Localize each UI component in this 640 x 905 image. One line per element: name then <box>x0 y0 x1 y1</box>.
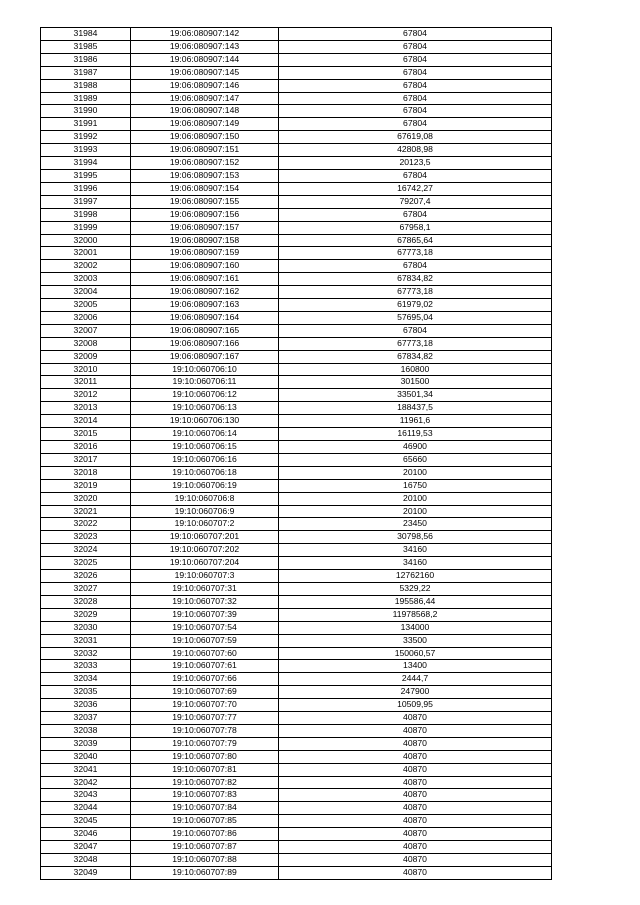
table-row <box>41 311 552 324</box>
value-cell: 67804 <box>279 169 552 182</box>
value-cell: 30798,56 <box>279 531 552 544</box>
value-cell: 34160 <box>279 557 552 570</box>
table-row <box>41 66 552 79</box>
row-number-cell: 32002 <box>41 260 131 273</box>
table-row <box>41 595 552 608</box>
table-row <box>41 273 552 286</box>
row-number-cell: 32014 <box>41 415 131 428</box>
cadastral-number-cell: 19:10:060707:60 <box>131 647 279 660</box>
table-row <box>41 376 552 389</box>
cadastral-number-cell: 19:06:080907:142 <box>131 28 279 41</box>
cadastral-number-cell: 19:10:060706:18 <box>131 466 279 479</box>
value-cell: 247900 <box>279 686 552 699</box>
cadastral-number-cell: 19:10:060707:81 <box>131 763 279 776</box>
value-cell: 150060,57 <box>279 647 552 660</box>
cadastral-number-cell: 19:06:080907:152 <box>131 157 279 170</box>
table-row <box>41 144 552 157</box>
row-number-cell: 32039 <box>41 737 131 750</box>
row-number-cell: 32046 <box>41 828 131 841</box>
table-row <box>41 28 552 41</box>
row-number-cell: 31998 <box>41 208 131 221</box>
cadastral-number-cell: 19:06:080907:154 <box>131 182 279 195</box>
row-number-cell: 32016 <box>41 441 131 454</box>
table-row <box>41 673 552 686</box>
cadastral-number-cell: 19:06:080907:165 <box>131 324 279 337</box>
value-cell: 40870 <box>279 854 552 867</box>
data-table <box>40 27 552 880</box>
row-number-cell: 32038 <box>41 724 131 737</box>
cadastral-number-cell: 19:06:080907:161 <box>131 273 279 286</box>
row-number-cell: 32021 <box>41 505 131 518</box>
row-number-cell: 32043 <box>41 789 131 802</box>
cadastral-number-cell: 19:06:080907:164 <box>131 311 279 324</box>
table-row <box>41 402 552 415</box>
value-cell: 67804 <box>279 79 552 92</box>
row-number-cell: 32049 <box>41 866 131 879</box>
table-row <box>41 118 552 131</box>
table-row <box>41 260 552 273</box>
row-number-cell: 32033 <box>41 660 131 673</box>
value-cell: 46900 <box>279 441 552 454</box>
row-number-cell: 31985 <box>41 40 131 53</box>
value-cell: 2444,7 <box>279 673 552 686</box>
value-cell: 40870 <box>279 802 552 815</box>
table-row <box>41 608 552 621</box>
cadastral-number-cell: 19:10:060706:12 <box>131 389 279 402</box>
table-row <box>41 299 552 312</box>
row-number-cell: 31990 <box>41 105 131 118</box>
cadastral-number-cell: 19:10:060707:83 <box>131 789 279 802</box>
row-number-cell: 32001 <box>41 247 131 260</box>
cadastral-number-cell: 19:06:080907:151 <box>131 144 279 157</box>
row-number-cell: 32004 <box>41 286 131 299</box>
row-number-cell: 31999 <box>41 221 131 234</box>
row-number-cell: 31995 <box>41 169 131 182</box>
value-cell: 67958,1 <box>279 221 552 234</box>
value-cell: 11978568,2 <box>279 608 552 621</box>
table-row <box>41 802 552 815</box>
row-number-cell: 32026 <box>41 570 131 583</box>
row-number-cell: 32022 <box>41 518 131 531</box>
value-cell: 42808,98 <box>279 144 552 157</box>
value-cell: 40870 <box>279 828 552 841</box>
row-number-cell: 32009 <box>41 350 131 363</box>
document-page <box>40 27 551 880</box>
row-number-cell: 32028 <box>41 595 131 608</box>
cadastral-number-cell: 19:06:080907:147 <box>131 92 279 105</box>
value-cell: 11961,6 <box>279 415 552 428</box>
table-row <box>41 712 552 725</box>
table-row <box>41 492 552 505</box>
cadastral-number-cell: 19:10:060707:3 <box>131 570 279 583</box>
row-number-cell: 31996 <box>41 182 131 195</box>
row-number-cell: 32048 <box>41 854 131 867</box>
table-row <box>41 105 552 118</box>
table-row <box>41 544 552 557</box>
table-row <box>41 557 552 570</box>
value-cell: 33501,34 <box>279 389 552 402</box>
table-row <box>41 789 552 802</box>
row-number-cell: 32042 <box>41 776 131 789</box>
row-number-cell: 32044 <box>41 802 131 815</box>
value-cell: 20100 <box>279 492 552 505</box>
table-row <box>41 221 552 234</box>
table-row <box>41 776 552 789</box>
row-number-cell: 32000 <box>41 234 131 247</box>
value-cell: 40870 <box>279 763 552 776</box>
cadastral-number-cell: 19:10:060707:61 <box>131 660 279 673</box>
value-cell: 67773,18 <box>279 286 552 299</box>
table-row <box>41 686 552 699</box>
value-cell: 16119,53 <box>279 428 552 441</box>
cadastral-number-cell: 19:06:080907:159 <box>131 247 279 260</box>
row-number-cell: 31988 <box>41 79 131 92</box>
row-number-cell: 32037 <box>41 712 131 725</box>
row-number-cell: 31986 <box>41 53 131 66</box>
row-number-cell: 32019 <box>41 479 131 492</box>
value-cell: 67804 <box>279 53 552 66</box>
table-row <box>41 724 552 737</box>
cadastral-number-cell: 19:10:060707:86 <box>131 828 279 841</box>
table-row <box>41 92 552 105</box>
table-row <box>41 208 552 221</box>
cadastral-number-cell: 19:06:080907:143 <box>131 40 279 53</box>
cadastral-number-cell: 19:06:080907:149 <box>131 118 279 131</box>
value-cell: 67804 <box>279 105 552 118</box>
table-row <box>41 131 552 144</box>
row-number-cell: 32045 <box>41 815 131 828</box>
row-number-cell: 32020 <box>41 492 131 505</box>
row-number-cell: 32036 <box>41 699 131 712</box>
row-number-cell: 32008 <box>41 337 131 350</box>
row-number-cell: 31991 <box>41 118 131 131</box>
cadastral-number-cell: 19:10:060706:13 <box>131 402 279 415</box>
table-row <box>41 234 552 247</box>
value-cell: 57695,04 <box>279 311 552 324</box>
table-row <box>41 621 552 634</box>
table-row <box>41 763 552 776</box>
table-row <box>41 866 552 879</box>
cadastral-number-cell: 19:10:060707:32 <box>131 595 279 608</box>
value-cell: 40870 <box>279 866 552 879</box>
cadastral-number-cell: 19:06:080907:163 <box>131 299 279 312</box>
value-cell: 67804 <box>279 92 552 105</box>
value-cell: 16742,27 <box>279 182 552 195</box>
cadastral-number-cell: 19:10:060706:16 <box>131 453 279 466</box>
table-row <box>41 79 552 92</box>
cadastral-number-cell: 19:10:060706:19 <box>131 479 279 492</box>
row-number-cell: 32035 <box>41 686 131 699</box>
row-number-cell: 32018 <box>41 466 131 479</box>
cadastral-number-cell: 19:10:060706:11 <box>131 376 279 389</box>
row-number-cell: 31993 <box>41 144 131 157</box>
value-cell: 65660 <box>279 453 552 466</box>
table-row <box>41 350 552 363</box>
value-cell: 40870 <box>279 737 552 750</box>
cadastral-number-cell: 19:06:080907:160 <box>131 260 279 273</box>
cadastral-number-cell: 19:06:080907:156 <box>131 208 279 221</box>
table-row <box>41 531 552 544</box>
cadastral-number-cell: 19:10:060707:70 <box>131 699 279 712</box>
value-cell: 67865,64 <box>279 234 552 247</box>
table-row <box>41 582 552 595</box>
cadastral-number-cell: 19:10:060707:66 <box>131 673 279 686</box>
table-row <box>41 815 552 828</box>
value-cell: 40870 <box>279 789 552 802</box>
value-cell: 67834,82 <box>279 273 552 286</box>
value-cell: 40870 <box>279 776 552 789</box>
value-cell: 67804 <box>279 260 552 273</box>
cadastral-number-cell: 19:06:080907:150 <box>131 131 279 144</box>
cadastral-number-cell: 19:10:060707:87 <box>131 841 279 854</box>
row-number-cell: 32017 <box>41 453 131 466</box>
cadastral-number-cell: 19:10:060707:31 <box>131 582 279 595</box>
table-row <box>41 389 552 402</box>
cadastral-number-cell: 19:10:060707:79 <box>131 737 279 750</box>
value-cell: 20100 <box>279 505 552 518</box>
row-number-cell: 31989 <box>41 92 131 105</box>
value-cell: 40870 <box>279 724 552 737</box>
value-cell: 34160 <box>279 544 552 557</box>
cadastral-number-cell: 19:10:060706:15 <box>131 441 279 454</box>
row-number-cell: 32015 <box>41 428 131 441</box>
cadastral-number-cell: 19:10:060707:89 <box>131 866 279 879</box>
value-cell: 5329,22 <box>279 582 552 595</box>
value-cell: 40870 <box>279 712 552 725</box>
cadastral-number-cell: 19:10:060707:201 <box>131 531 279 544</box>
table-row <box>41 518 552 531</box>
value-cell: 12762160 <box>279 570 552 583</box>
row-number-cell: 32041 <box>41 763 131 776</box>
value-cell: 67804 <box>279 66 552 79</box>
table-body <box>41 28 552 880</box>
value-cell: 13400 <box>279 660 552 673</box>
table-row <box>41 505 552 518</box>
row-number-cell: 32030 <box>41 621 131 634</box>
row-number-cell: 32012 <box>41 389 131 402</box>
table-row <box>41 363 552 376</box>
cadastral-number-cell: 19:10:060707:59 <box>131 634 279 647</box>
row-number-cell: 32034 <box>41 673 131 686</box>
row-number-cell: 32003 <box>41 273 131 286</box>
table-row <box>41 337 552 350</box>
table-row <box>41 699 552 712</box>
table-row <box>41 750 552 763</box>
cadastral-number-cell: 19:06:080907:146 <box>131 79 279 92</box>
table-row <box>41 247 552 260</box>
row-number-cell: 31984 <box>41 28 131 41</box>
cadastral-number-cell: 19:10:060707:80 <box>131 750 279 763</box>
row-number-cell: 31994 <box>41 157 131 170</box>
row-number-cell: 31987 <box>41 66 131 79</box>
table-row <box>41 324 552 337</box>
cadastral-number-cell: 19:10:060707:202 <box>131 544 279 557</box>
cadastral-number-cell: 19:10:060707:69 <box>131 686 279 699</box>
cadastral-number-cell: 19:06:080907:144 <box>131 53 279 66</box>
value-cell: 40870 <box>279 750 552 763</box>
row-number-cell: 32032 <box>41 647 131 660</box>
value-cell: 67804 <box>279 118 552 131</box>
table-row <box>41 466 552 479</box>
value-cell: 23450 <box>279 518 552 531</box>
row-number-cell: 32031 <box>41 634 131 647</box>
row-number-cell: 31992 <box>41 131 131 144</box>
table-row <box>41 53 552 66</box>
value-cell: 40870 <box>279 841 552 854</box>
value-cell: 61979,02 <box>279 299 552 312</box>
table-row <box>41 415 552 428</box>
table-row <box>41 157 552 170</box>
cadastral-number-cell: 19:10:060707:78 <box>131 724 279 737</box>
value-cell: 67804 <box>279 40 552 53</box>
table-row <box>41 479 552 492</box>
value-cell: 134000 <box>279 621 552 634</box>
row-number-cell: 32013 <box>41 402 131 415</box>
row-number-cell: 32010 <box>41 363 131 376</box>
cadastral-number-cell: 19:10:060707:84 <box>131 802 279 815</box>
value-cell: 20123,5 <box>279 157 552 170</box>
value-cell: 16750 <box>279 479 552 492</box>
value-cell: 40870 <box>279 815 552 828</box>
table-row <box>41 286 552 299</box>
cadastral-number-cell: 19:06:080907:145 <box>131 66 279 79</box>
value-cell: 67834,82 <box>279 350 552 363</box>
table-row <box>41 634 552 647</box>
table-row <box>41 660 552 673</box>
value-cell: 195586,44 <box>279 595 552 608</box>
cadastral-number-cell: 19:10:060707:2 <box>131 518 279 531</box>
cadastral-number-cell: 19:10:060706:130 <box>131 415 279 428</box>
cadastral-number-cell: 19:10:060706:14 <box>131 428 279 441</box>
cadastral-number-cell: 19:10:060707:85 <box>131 815 279 828</box>
cadastral-number-cell: 19:06:080907:157 <box>131 221 279 234</box>
value-cell: 79207,4 <box>279 195 552 208</box>
table-row <box>41 169 552 182</box>
row-number-cell: 32040 <box>41 750 131 763</box>
value-cell: 33500 <box>279 634 552 647</box>
table-row <box>41 841 552 854</box>
table-row <box>41 453 552 466</box>
cadastral-number-cell: 19:10:060707:54 <box>131 621 279 634</box>
row-number-cell: 32006 <box>41 311 131 324</box>
value-cell: 160800 <box>279 363 552 376</box>
table-row <box>41 570 552 583</box>
value-cell: 188437,5 <box>279 402 552 415</box>
cadastral-number-cell: 19:06:080907:155 <box>131 195 279 208</box>
table-row <box>41 737 552 750</box>
cadastral-number-cell: 19:06:080907:158 <box>131 234 279 247</box>
row-number-cell: 32005 <box>41 299 131 312</box>
cadastral-number-cell: 19:10:060707:204 <box>131 557 279 570</box>
value-cell: 301500 <box>279 376 552 389</box>
row-number-cell: 31997 <box>41 195 131 208</box>
cadastral-number-cell: 19:06:080907:148 <box>131 105 279 118</box>
row-number-cell: 32007 <box>41 324 131 337</box>
cadastral-number-cell: 19:10:060706:10 <box>131 363 279 376</box>
row-number-cell: 32023 <box>41 531 131 544</box>
cadastral-number-cell: 19:10:060706:8 <box>131 492 279 505</box>
value-cell: 10509,95 <box>279 699 552 712</box>
cadastral-number-cell: 19:10:060707:77 <box>131 712 279 725</box>
row-number-cell: 32047 <box>41 841 131 854</box>
table-row <box>41 428 552 441</box>
cadastral-number-cell: 19:10:060707:39 <box>131 608 279 621</box>
table-row <box>41 854 552 867</box>
table-row <box>41 441 552 454</box>
cadastral-number-cell: 19:10:060707:82 <box>131 776 279 789</box>
cadastral-number-cell: 19:10:060706:9 <box>131 505 279 518</box>
value-cell: 67804 <box>279 324 552 337</box>
table-row <box>41 828 552 841</box>
value-cell: 67773,18 <box>279 337 552 350</box>
value-cell: 67804 <box>279 28 552 41</box>
row-number-cell: 32027 <box>41 582 131 595</box>
cadastral-number-cell: 19:10:060707:88 <box>131 854 279 867</box>
row-number-cell: 32029 <box>41 608 131 621</box>
value-cell: 20100 <box>279 466 552 479</box>
value-cell: 67619,08 <box>279 131 552 144</box>
row-number-cell: 32024 <box>41 544 131 557</box>
table-row <box>41 182 552 195</box>
table-row <box>41 195 552 208</box>
row-number-cell: 32011 <box>41 376 131 389</box>
cadastral-number-cell: 19:06:080907:153 <box>131 169 279 182</box>
value-cell: 67804 <box>279 208 552 221</box>
value-cell: 67773,18 <box>279 247 552 260</box>
cadastral-number-cell: 19:06:080907:162 <box>131 286 279 299</box>
row-number-cell: 32025 <box>41 557 131 570</box>
cadastral-number-cell: 19:06:080907:166 <box>131 337 279 350</box>
table-row <box>41 40 552 53</box>
table-row <box>41 647 552 660</box>
cadastral-number-cell: 19:06:080907:167 <box>131 350 279 363</box>
